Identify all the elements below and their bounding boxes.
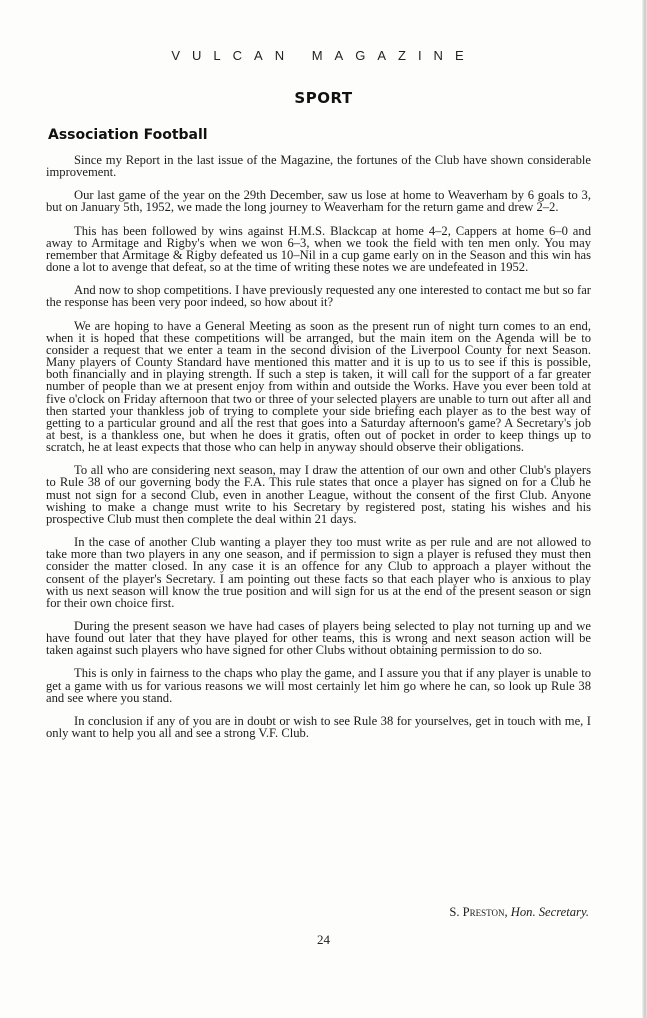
signature	[449, 905, 589, 920]
signature-role: Hon. Secretary.	[510, 905, 589, 919]
section-title: SPORT	[294, 89, 353, 107]
paragraph: Since my Report in the last issue of the Magazine, the fortunes of the Club have shown considerable improvement.	[46, 153, 591, 180]
paragraph: To all who are considering next season, may I draw the attention of our own and other Club's players to Rule 38 of our governing body the F.A. This rule states that once a player has signed on for a Club he must not sign for a second Club, even in another League, without the consent of the first Club. Anyone wishing to make a change must write to his Secretary by registered post, stating his wishes and his prospective Club must then complete the deal within 21 days.	[46, 463, 591, 526]
paragraph: This is only in fairness to the chaps who play the game, and I assure you that if any player is unable to get a game with us for various reasons we will most certainly let him go where he can, so look up Rule 38 and see where you stand.	[46, 666, 591, 705]
paragraph: This has been followed by wins against H.M.S. Blackcap at home 4–2, Cappers at home 6–0 and away to Armitage and Rigby's when we won 6–3, when we took the field with ten men only. You may remember that Armitage & Rigby defeated us 10–Nil in a cup game early on in the Season and this win has done a lot to avenge that defeat, so at the time of writing these notes we are undefeated in 1952.	[46, 223, 591, 275]
article-body	[46, 154, 591, 750]
paragraph: Our last game of the year on the 29th December, saw us lose at home to Weaverham by 6 goals to 3, but on January 5th, 1952, we made the long journey to Weaverham for the return game and drew 2–2.	[46, 188, 591, 215]
article-heading: Association Football	[48, 127, 208, 143]
page-number: 24	[317, 932, 330, 947]
signature-name: S. Preston,	[449, 905, 508, 919]
paragraph: And now to shop competitions. I have previously requested any one interested to contact me but so far the response has been very poor indeed, so how about it?	[46, 283, 591, 310]
running-head: VULCAN MAGAZINE	[171, 48, 476, 63]
paragraph: In conclusion if any of you are in doubt or wish to see Rule 38 for yourselves, get in touch with me, I only want to help you all and see a strong V.F. Club.	[46, 713, 591, 741]
page-edge-shadow	[642, 0, 647, 1018]
paragraph: During the present season we have had cases of players being selected to play not turning up and we have found out later that they have played for other teams, this is wrong and next season action will be taken against such players who have signed for other Clubs without obtaining permission to do so.	[46, 619, 591, 658]
paragraph: In the case of another Club wanting a player they too must write as per rule and are not allowed to take more than two players in any one season, and if permission to sign a player is refused they must then consider the matter closed. In any case it is an offence for any Club to approach a player without the consent of the player's Secretary. I am pointing out these facts so that each player who is anxious to play with us next season will know the true position and will sign for us at the end of the present season or sign for their own choice first.	[46, 535, 591, 610]
paragraph: We are hoping to have a General Meeting as soon as the present run of night turn comes to an end, when it is hoped that these competitions will be arranged, but the main item on the Agenda will be to consider a request that we enter a team in the second division of the Liverpool County for next Season. Many players of County Standard have mentioned this matter and it is up to us to see if this is possible, both financially and in playing strength. If such a step is taken, it will call for the support of a far greater number of people than we at present enjoy from within and outside the Works. Have you ever been told at five o'clock on Friday afternoon that two or three of your selected players are unable to turn out after all and then started your thankless job of trying to complete your side briefing each player as to the best way of getting to a particular ground and all the rest that goes into a Saturday afternoon's game? A Secretary's job at best, is a thankless one, but when he does it gratis, often out of pocket in order to keep things up to scratch, he at least expects that those who can help in anyway should observe their obligations.	[46, 318, 591, 455]
